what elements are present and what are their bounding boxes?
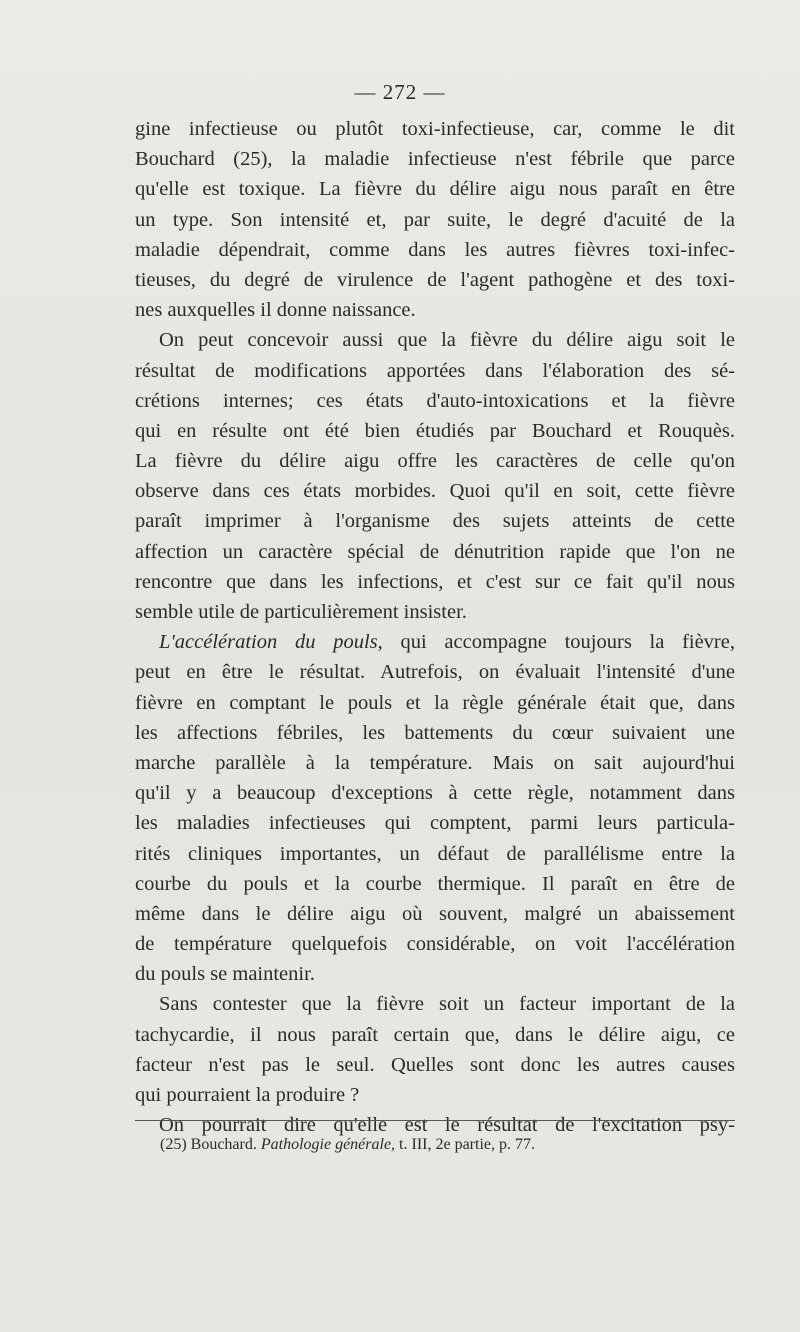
- text-line: observe dans ces états morbides. Quoi qu'il en soit, cette fièvre: [135, 480, 735, 503]
- text-line: rités cliniques importantes, un défaut de parallélisme entre la: [135, 842, 735, 865]
- text-line: gine infectieuse ou plutôt toxi-infectieuse, car, comme le dit: [135, 118, 735, 140]
- text-line: courbe du pouls et la courbe thermique. Il paraît en être de: [135, 872, 735, 895]
- text-line: même dans le délire aigu où souvent, malgré un abaissement: [135, 902, 735, 925]
- text-line: un type. Son intensité et, par suite, le degré d'acuité de la: [135, 208, 735, 231]
- footnote-rest: t. III, 2e partie, p. 77.: [399, 1136, 535, 1153]
- text-line: La fièvre du délire aigu offre les caractères de celle qu'on: [135, 450, 735, 473]
- text-line: tachycardie, il nous paraît certain que, dans le délire aigu, ce: [135, 1023, 735, 1046]
- text-line: les affections fébriles, les battements du cœur suivaient une: [135, 721, 735, 744]
- text-line: du pouls se maintenir.: [135, 963, 315, 986]
- footnote-author: Bouchard.: [190, 1136, 257, 1153]
- text-line: qu'il y a beaucoup d'exceptions à cette règle, notamment dans: [135, 782, 735, 805]
- text-line: Sans contester que la fièvre soit un facteur important de la: [159, 993, 735, 1016]
- text-line: marche parallèle à la température. Mais on sait aujourd'hui: [135, 751, 735, 774]
- italic-term: L'accélération du pouls: [159, 631, 378, 654]
- footnote: [160, 1134, 720, 1156]
- text-line: qu'elle est toxique. La fièvre du délire aigu nous paraît en être: [135, 178, 735, 201]
- footnote-divider: [135, 1120, 735, 1121]
- page-number: — 272 —: [354, 80, 446, 104]
- footnote-number: (25): [160, 1136, 187, 1153]
- text-line: tieuses, du degré de virulence de l'agent pathogène et des toxi-: [135, 268, 735, 291]
- text-line: rencontre que dans les infections, et c'est sur ce fait qu'il nous: [135, 570, 735, 593]
- text-line: les maladies infectieuses qui comptent, parmi leurs particula-: [135, 812, 735, 835]
- text-line: crétions internes; ces états d'auto-intoxications et la fièvre: [135, 389, 735, 412]
- footnote-title: Pathologie générale,: [260, 1136, 396, 1153]
- text-line: maladie dépendrait, comme dans les autres fièvres toxi-infec-: [135, 238, 735, 261]
- body-text: [135, 114, 735, 1140]
- text-line: peut en être le résultat. Autrefois, on évaluait l'intensité d'une: [135, 661, 735, 684]
- text-line: On pourrait dire qu'elle est le résultat de l'excitation psy-: [159, 1114, 735, 1137]
- text-line: paraît imprimer à l'organisme des sujets atteints de cette: [135, 510, 735, 533]
- text-line: Bouchard (25), la maladie infectieuse n'est fébrile que parce: [135, 148, 735, 171]
- text-line: semble utile de particulièrement insister.: [135, 601, 467, 623]
- text-line: facteur n'est pas le seul. Quelles sont donc les autres causes: [135, 1053, 735, 1076]
- text-line: fièvre en comptant le pouls et la règle générale était que, dans: [135, 691, 735, 714]
- text-line: de température quelquefois considérable, on voit l'accélération: [135, 933, 735, 956]
- text-line: On peut concevoir aussi que la fièvre du délire aigu soit le: [159, 329, 735, 352]
- text-line-pouls: [135, 627, 735, 657]
- text-line: qui en résulte ont été bien étudiés par Bouchard et Rouquès.: [135, 419, 735, 442]
- text-line: affection un caractère spécial de dénutrition rapide que l'on ne: [135, 540, 735, 563]
- text-line: qui pourraient la produire ?: [135, 1084, 360, 1106]
- text-line: nes auxquelles il donne naissance.: [135, 299, 416, 322]
- text-line: résultat de modifications apportées dans l'élaboration des sé-: [135, 359, 735, 382]
- text-line-rest: , qui accompagne toujours la fièvre,: [377, 631, 735, 654]
